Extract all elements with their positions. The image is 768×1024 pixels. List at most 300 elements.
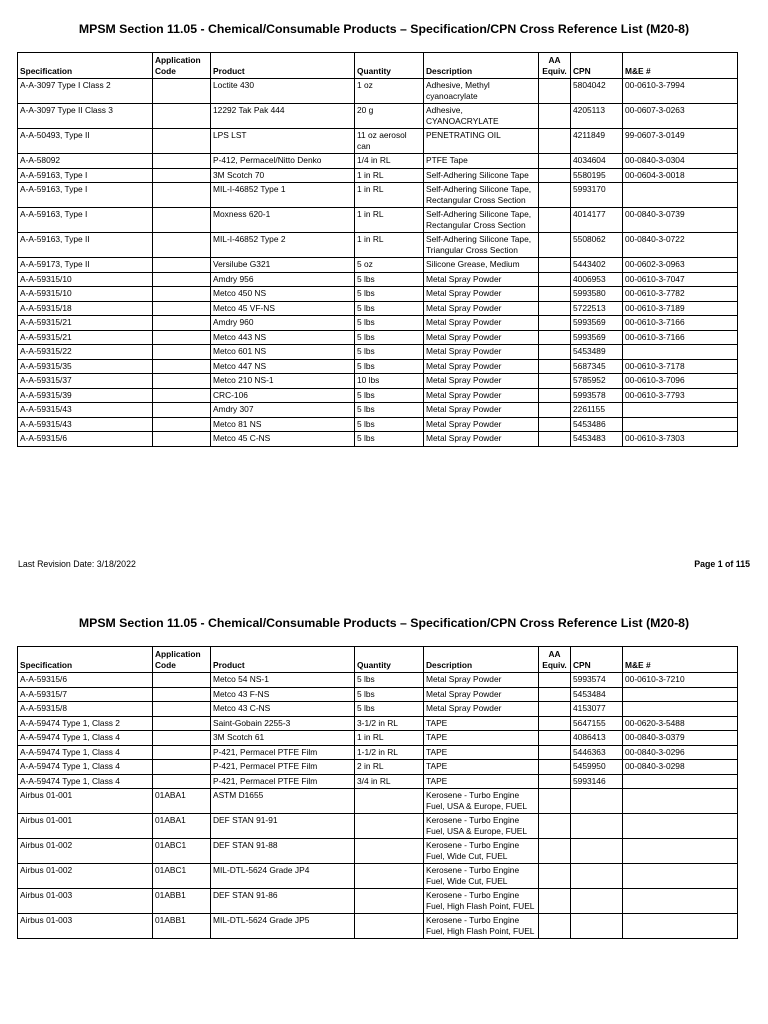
- cell-cpn: 5580195: [571, 168, 623, 183]
- cell-product: MIL-DTL-5624 Grade JP5: [211, 914, 355, 939]
- table-row: [18, 789, 738, 814]
- cell-application-code: 01ABB1: [153, 914, 211, 939]
- cell-application-code: [153, 388, 211, 403]
- cell-me-number: 00-0610-3-7178: [623, 359, 738, 374]
- cell-specification: A-A-59315/6: [18, 673, 153, 688]
- cell-cpn: 5446363: [571, 745, 623, 760]
- column-header-aa-equiv: AA Equiv.: [539, 647, 571, 673]
- cell-aa-equiv: [539, 154, 571, 169]
- column-header-specification: Specification: [18, 53, 153, 79]
- cell-application-code: [153, 104, 211, 129]
- cell-specification: Airbus 01-002: [18, 864, 153, 889]
- cell-cpn: 5993569: [571, 330, 623, 345]
- cell-me-number: 00-0840-3-0739: [623, 208, 738, 233]
- cell-product: 12292 Tak Pak 444: [211, 104, 355, 129]
- table-row: [18, 760, 738, 775]
- cell-product: Metco 601 NS: [211, 345, 355, 360]
- cell-description: Kerosene - Turbo Engine Fuel, USA & Europe, FUEL: [424, 789, 539, 814]
- cell-cpn: [571, 914, 623, 939]
- cell-me-number: 00-0610-3-7793: [623, 388, 738, 403]
- cell-aa-equiv: [539, 789, 571, 814]
- cell-product: Metco 81 NS: [211, 417, 355, 432]
- cell-specification: A-A-59315/21: [18, 316, 153, 331]
- cell-application-code: [153, 330, 211, 345]
- cell-cpn: 5453484: [571, 687, 623, 702]
- cell-quantity: 5 lbs: [355, 702, 424, 717]
- cell-product: Metco 54 NS-1: [211, 673, 355, 688]
- cell-cpn: 4006953: [571, 272, 623, 287]
- cell-quantity: 5 lbs: [355, 673, 424, 688]
- cell-product: Metco 447 NS: [211, 359, 355, 374]
- cross-reference-table: [17, 646, 738, 939]
- table-row: [18, 359, 738, 374]
- table-row: [18, 233, 738, 258]
- cell-specification: A-A-59474 Type 1, Class 4: [18, 774, 153, 789]
- cell-product: DEF STAN 91-91: [211, 814, 355, 839]
- cell-specification: Airbus 01-003: [18, 914, 153, 939]
- cell-product: Metco 443 NS: [211, 330, 355, 345]
- cell-product: CRC-106: [211, 388, 355, 403]
- cell-description: Metal Spray Powder: [424, 287, 539, 302]
- cell-product: Metco 45 VF-NS: [211, 301, 355, 316]
- cell-description: PTFE Tape: [424, 154, 539, 169]
- cell-me-number: 00-0610-3-7303: [623, 432, 738, 447]
- cell-quantity: 1 in RL: [355, 183, 424, 208]
- cell-me-number: 00-0840-3-0304: [623, 154, 738, 169]
- cell-specification: A-A-59315/39: [18, 388, 153, 403]
- cell-aa-equiv: [539, 374, 571, 389]
- cell-application-code: [153, 287, 211, 302]
- cell-product: Metco 43 F-NS: [211, 687, 355, 702]
- cell-quantity: 5 lbs: [355, 316, 424, 331]
- column-header-quantity: Quantity: [355, 53, 424, 79]
- table-row: [18, 330, 738, 345]
- table-row: [18, 673, 738, 688]
- cell-cpn: 5508062: [571, 233, 623, 258]
- cell-quantity: 1 oz: [355, 79, 424, 104]
- cell-product: Metco 45 C-NS: [211, 432, 355, 447]
- column-header-me-number: M&E #: [623, 647, 738, 673]
- cell-description: Metal Spray Powder: [424, 702, 539, 717]
- cell-product: MIL-I-46852 Type 1: [211, 183, 355, 208]
- cell-quantity: 5 lbs: [355, 345, 424, 360]
- table-row: [18, 79, 738, 104]
- cell-quantity: 5 lbs: [355, 301, 424, 316]
- cell-product: LPS LST: [211, 129, 355, 154]
- cell-aa-equiv: [539, 673, 571, 688]
- cell-quantity: 5 lbs: [355, 359, 424, 374]
- cell-aa-equiv: [539, 168, 571, 183]
- cell-description: Self-Adhering Silicone Tape, Rectangular Cross Section: [424, 183, 539, 208]
- cell-me-number: 00-0610-3-7189: [623, 301, 738, 316]
- cell-cpn: 4086413: [571, 731, 623, 746]
- cell-application-code: [153, 374, 211, 389]
- cell-product: Amdry 307: [211, 403, 355, 418]
- table-header-row: [18, 647, 738, 673]
- cell-application-code: [153, 417, 211, 432]
- cell-description: Adhesive, Methyl cyanoacrylate: [424, 79, 539, 104]
- cell-aa-equiv: [539, 233, 571, 258]
- cell-me-number: 00-0610-3-7047: [623, 272, 738, 287]
- cell-me-number: [623, 889, 738, 914]
- cell-specification: A-A-59163, Type I: [18, 183, 153, 208]
- cell-aa-equiv: [539, 258, 571, 273]
- cell-product: DEF STAN 91-88: [211, 839, 355, 864]
- cell-specification: A-A-59163, Type I: [18, 208, 153, 233]
- cell-product: 3M Scotch 61: [211, 731, 355, 746]
- cell-application-code: [153, 79, 211, 104]
- cell-me-number: 00-0840-3-0722: [623, 233, 738, 258]
- cell-quantity: [355, 914, 424, 939]
- cell-description: Metal Spray Powder: [424, 687, 539, 702]
- table-row: [18, 388, 738, 403]
- column-header-description: Description: [424, 647, 539, 673]
- page-title: MPSM Section 11.05 - Chemical/Consumable Products – Specification/CPN Cross Reference List (M20-8): [78, 616, 690, 630]
- cell-application-code: [153, 154, 211, 169]
- cell-cpn: 5453486: [571, 417, 623, 432]
- cell-specification: A-A-59315/10: [18, 287, 153, 302]
- cell-me-number: 00-0604-3-0018: [623, 168, 738, 183]
- column-header-aa-equiv: AA Equiv.: [539, 53, 571, 79]
- cell-description: Metal Spray Powder: [424, 316, 539, 331]
- cell-product: Loctite 430: [211, 79, 355, 104]
- table-row: [18, 716, 738, 731]
- cell-application-code: 01ABC1: [153, 839, 211, 864]
- table-row: [18, 154, 738, 169]
- cell-quantity: 5 lbs: [355, 388, 424, 403]
- table-row: [18, 864, 738, 889]
- cell-cpn: [571, 839, 623, 864]
- cell-quantity: 1/4 in RL: [355, 154, 424, 169]
- cell-cpn: 5453489: [571, 345, 623, 360]
- cell-me-number: [623, 345, 738, 360]
- cell-me-number: 00-0840-3-0298: [623, 760, 738, 775]
- cell-cpn: 5993580: [571, 287, 623, 302]
- column-header-cpn: CPN: [571, 647, 623, 673]
- cell-me-number: [623, 417, 738, 432]
- cell-me-number: [623, 914, 738, 939]
- column-header-cpn: CPN: [571, 53, 623, 79]
- cell-cpn: 5785952: [571, 374, 623, 389]
- cell-specification: A-A-50493, Type II: [18, 129, 153, 154]
- cell-product: Saint-Gobain 2255-3: [211, 716, 355, 731]
- cell-product: Metco 210 NS-1: [211, 374, 355, 389]
- cell-me-number: 00-0610-3-7166: [623, 330, 738, 345]
- last-revision-date: Last Revision Date: 3/18/2022: [18, 559, 136, 569]
- cell-cpn: 5993569: [571, 316, 623, 331]
- cell-application-code: [153, 258, 211, 273]
- cell-cpn: 4211849: [571, 129, 623, 154]
- cell-product: Amdry 960: [211, 316, 355, 331]
- cell-aa-equiv: [539, 432, 571, 447]
- cell-application-code: [153, 403, 211, 418]
- cell-specification: A-A-3097 Type I Class 2: [18, 79, 153, 104]
- cell-me-number: 00-0610-3-7096: [623, 374, 738, 389]
- table-row: [18, 774, 738, 789]
- cell-application-code: [153, 687, 211, 702]
- cell-specification: A-A-59474 Type 1, Class 4: [18, 731, 153, 746]
- cell-application-code: [153, 702, 211, 717]
- cell-application-code: 01ABA1: [153, 789, 211, 814]
- cell-specification: A-A-59315/8: [18, 702, 153, 717]
- cell-aa-equiv: [539, 301, 571, 316]
- cell-description: TAPE: [424, 760, 539, 775]
- column-header-product: Product: [211, 53, 355, 79]
- cell-aa-equiv: [539, 345, 571, 360]
- cell-specification: A-A-59474 Type 1, Class 4: [18, 745, 153, 760]
- cell-me-number: 00-0602-3-0963: [623, 258, 738, 273]
- cell-specification: A-A-59315/21: [18, 330, 153, 345]
- cell-me-number: [623, 687, 738, 702]
- cell-cpn: 5993170: [571, 183, 623, 208]
- cell-description: Metal Spray Powder: [424, 403, 539, 418]
- cell-application-code: [153, 129, 211, 154]
- cell-cpn: 4205113: [571, 104, 623, 129]
- cell-specification: A-A-58092: [18, 154, 153, 169]
- cell-product: P-412, Permacel/Nitto Denko: [211, 154, 355, 169]
- cell-application-code: [153, 774, 211, 789]
- cell-specification: Airbus 01-002: [18, 839, 153, 864]
- cell-product: P-421, Permacel PTFE Film: [211, 745, 355, 760]
- cell-me-number: 99-0607-3-0149: [623, 129, 738, 154]
- cell-quantity: 5 lbs: [355, 272, 424, 287]
- column-header-description: Description: [424, 53, 539, 79]
- table-row: [18, 183, 738, 208]
- table-row: [18, 168, 738, 183]
- cell-cpn: [571, 814, 623, 839]
- cell-specification: A-A-3097 Type II Class 3: [18, 104, 153, 129]
- table-row: [18, 374, 738, 389]
- cell-aa-equiv: [539, 814, 571, 839]
- cell-quantity: 3-1/2 in RL: [355, 716, 424, 731]
- cell-me-number: 00-0840-3-0296: [623, 745, 738, 760]
- table-row: [18, 702, 738, 717]
- cell-application-code: [153, 673, 211, 688]
- cell-product: 3M Scotch 70: [211, 168, 355, 183]
- table-row: [18, 403, 738, 418]
- cell-quantity: 5 lbs: [355, 687, 424, 702]
- cell-me-number: [623, 789, 738, 814]
- cell-quantity: 5 lbs: [355, 287, 424, 302]
- cell-aa-equiv: [539, 79, 571, 104]
- cell-me-number: [623, 864, 738, 889]
- cell-aa-equiv: [539, 208, 571, 233]
- cell-aa-equiv: [539, 889, 571, 914]
- cell-cpn: 5993578: [571, 388, 623, 403]
- table-row: [18, 417, 738, 432]
- cell-cpn: 5993146: [571, 774, 623, 789]
- cell-application-code: [153, 359, 211, 374]
- cell-quantity: [355, 814, 424, 839]
- table-row: [18, 316, 738, 331]
- table-body: [18, 79, 738, 447]
- table-row: [18, 432, 738, 447]
- cell-cpn: 5804042: [571, 79, 623, 104]
- cell-quantity: 5 lbs: [355, 417, 424, 432]
- cell-specification: Airbus 01-001: [18, 814, 153, 839]
- column-header-quantity: Quantity: [355, 647, 424, 673]
- cell-description: Kerosene - Turbo Engine Fuel, High Flash Point, FUEL: [424, 889, 539, 914]
- table-row: [18, 258, 738, 273]
- cell-product: DEF STAN 91-86: [211, 889, 355, 914]
- cell-application-code: 01ABC1: [153, 864, 211, 889]
- cell-me-number: 00-0620-3-5488: [623, 716, 738, 731]
- cell-aa-equiv: [539, 702, 571, 717]
- cell-aa-equiv: [539, 774, 571, 789]
- page-title: MPSM Section 11.05 - Chemical/Consumable Products – Specification/CPN Cross Reference List (M20-8): [78, 22, 690, 36]
- cell-specification: A-A-59163, Type II: [18, 233, 153, 258]
- cell-me-number: [623, 183, 738, 208]
- cell-specification: A-A-59315/10: [18, 272, 153, 287]
- table-row: [18, 914, 738, 939]
- column-header-application-code: Application Code: [153, 647, 211, 673]
- cell-product: ASTM D1655: [211, 789, 355, 814]
- cell-quantity: [355, 864, 424, 889]
- cell-cpn: [571, 889, 623, 914]
- cell-cpn: [571, 789, 623, 814]
- cell-application-code: [153, 760, 211, 775]
- cell-application-code: [153, 716, 211, 731]
- cell-product: Metco 43 C-NS: [211, 702, 355, 717]
- cell-me-number: 00-0840-3-0379: [623, 731, 738, 746]
- cell-description: Self-Adhering Silicone Tape: [424, 168, 539, 183]
- cell-aa-equiv: [539, 403, 571, 418]
- cell-cpn: 5459950: [571, 760, 623, 775]
- cell-cpn: 5443402: [571, 258, 623, 273]
- cell-aa-equiv: [539, 417, 571, 432]
- cell-description: TAPE: [424, 774, 539, 789]
- cell-quantity: 20 g: [355, 104, 424, 129]
- cell-aa-equiv: [539, 687, 571, 702]
- cell-product: Amdry 956: [211, 272, 355, 287]
- cell-aa-equiv: [539, 129, 571, 154]
- cell-description: Metal Spray Powder: [424, 272, 539, 287]
- cell-specification: Airbus 01-003: [18, 889, 153, 914]
- cell-description: Metal Spray Powder: [424, 388, 539, 403]
- cell-me-number: 00-0610-3-7166: [623, 316, 738, 331]
- cell-specification: A-A-59474 Type 1, Class 2: [18, 716, 153, 731]
- cell-description: Kerosene - Turbo Engine Fuel, Wide Cut, FUEL: [424, 839, 539, 864]
- cell-quantity: 2 in RL: [355, 760, 424, 775]
- cell-description: PENETRATING OIL: [424, 129, 539, 154]
- cell-cpn: 4034604: [571, 154, 623, 169]
- cell-aa-equiv: [539, 316, 571, 331]
- cell-description: TAPE: [424, 716, 539, 731]
- cell-product: P-421, Permacel PTFE Film: [211, 760, 355, 775]
- cell-product: MIL-DTL-5624 Grade JP4: [211, 864, 355, 889]
- cell-quantity: 5 oz: [355, 258, 424, 273]
- cell-quantity: [355, 839, 424, 864]
- cell-quantity: 1 in RL: [355, 731, 424, 746]
- cell-cpn: 5453483: [571, 432, 623, 447]
- cell-application-code: 01ABB1: [153, 889, 211, 914]
- cell-me-number: [623, 814, 738, 839]
- cell-specification: A-A-59315/18: [18, 301, 153, 316]
- table-row: [18, 731, 738, 746]
- cell-aa-equiv: [539, 745, 571, 760]
- table-row: [18, 272, 738, 287]
- cell-application-code: [153, 272, 211, 287]
- cell-product: MIL-I-46852 Type 2: [211, 233, 355, 258]
- cell-description: Metal Spray Powder: [424, 345, 539, 360]
- cell-quantity: 5 lbs: [355, 432, 424, 447]
- cell-specification: A-A-59315/35: [18, 359, 153, 374]
- cell-cpn: 5993574: [571, 673, 623, 688]
- cell-aa-equiv: [539, 287, 571, 302]
- cell-quantity: 1 in RL: [355, 168, 424, 183]
- cell-aa-equiv: [539, 716, 571, 731]
- cell-quantity: [355, 889, 424, 914]
- cell-aa-equiv: [539, 104, 571, 129]
- cell-aa-equiv: [539, 272, 571, 287]
- cell-description: Metal Spray Powder: [424, 417, 539, 432]
- column-header-application-code: Application Code: [153, 53, 211, 79]
- cell-me-number: 00-0607-3-0263: [623, 104, 738, 129]
- cell-cpn: 4014177: [571, 208, 623, 233]
- cell-cpn: 4153077: [571, 702, 623, 717]
- cell-product: Metco 450 NS: [211, 287, 355, 302]
- cell-aa-equiv: [539, 864, 571, 889]
- cell-description: Metal Spray Powder: [424, 301, 539, 316]
- cell-description: Kerosene - Turbo Engine Fuel, Wide Cut, FUEL: [424, 864, 539, 889]
- cell-me-number: [623, 774, 738, 789]
- cell-quantity: 5 lbs: [355, 330, 424, 345]
- table-row: [18, 889, 738, 914]
- cross-reference-table: [17, 52, 738, 447]
- cell-application-code: [153, 432, 211, 447]
- table-row: [18, 301, 738, 316]
- cell-aa-equiv: [539, 731, 571, 746]
- cell-me-number: [623, 403, 738, 418]
- column-header-me-number: M&E #: [623, 53, 738, 79]
- column-header-product: Product: [211, 647, 355, 673]
- cell-description: Kerosene - Turbo Engine Fuel, High Flash Point, FUEL: [424, 914, 539, 939]
- cell-aa-equiv: [539, 760, 571, 775]
- cell-description: Silicone Grease, Medium: [424, 258, 539, 273]
- cell-cpn: 5722513: [571, 301, 623, 316]
- cell-quantity: 1 in RL: [355, 233, 424, 258]
- table-row: [18, 814, 738, 839]
- cell-aa-equiv: [539, 839, 571, 864]
- cell-application-code: [153, 731, 211, 746]
- cell-specification: A-A-59315/22: [18, 345, 153, 360]
- cell-me-number: [623, 839, 738, 864]
- cell-application-code: 01ABA1: [153, 814, 211, 839]
- cell-description: Self-Adhering Silicone Tape, Triangular Cross Section: [424, 233, 539, 258]
- cell-description: Metal Spray Powder: [424, 673, 539, 688]
- table-row: [18, 345, 738, 360]
- cell-application-code: [153, 745, 211, 760]
- cell-specification: A-A-59474 Type 1, Class 4: [18, 760, 153, 775]
- table-header-row: [18, 53, 738, 79]
- cell-quantity: [355, 789, 424, 814]
- cell-description: Kerosene - Turbo Engine Fuel, USA & Europe, FUEL: [424, 814, 539, 839]
- cell-me-number: 00-0610-3-7782: [623, 287, 738, 302]
- table-row: [18, 287, 738, 302]
- table-row: [18, 208, 738, 233]
- cell-quantity: 10 lbs: [355, 374, 424, 389]
- table-row: [18, 129, 738, 154]
- cell-specification: A-A-59315/37: [18, 374, 153, 389]
- cell-description: TAPE: [424, 731, 539, 746]
- cell-aa-equiv: [539, 388, 571, 403]
- cell-product: Moxness 620-1: [211, 208, 355, 233]
- cell-quantity: 5 lbs: [355, 403, 424, 418]
- document-page-2: [0, 594, 768, 1024]
- cell-product: Versilube G321: [211, 258, 355, 273]
- table-row: [18, 839, 738, 864]
- page-number: Page 1 of 115: [694, 559, 750, 569]
